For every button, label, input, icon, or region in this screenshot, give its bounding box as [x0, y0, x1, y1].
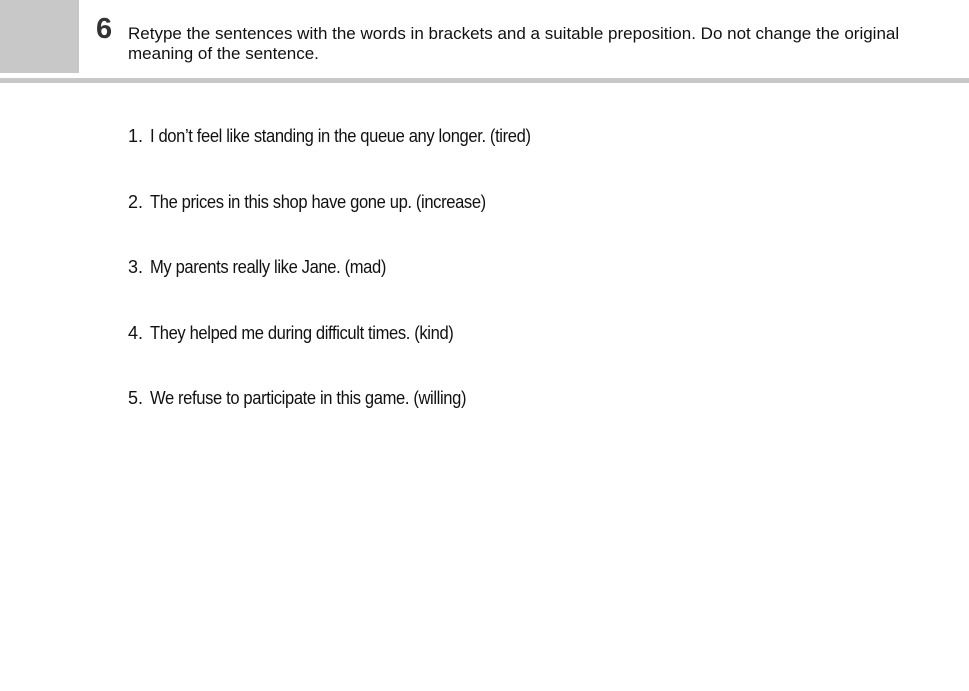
item-text: I don’t feel like standing in the queue any longer. (tired) [150, 126, 531, 146]
item-number: 3. [128, 257, 144, 277]
item-text: My parents really like Jane. (mad) [150, 257, 386, 277]
header-divider [0, 78, 969, 83]
item-text: They helped me during difficult times. (kind) [150, 322, 454, 343]
item-number: 4. [128, 322, 144, 343]
exercise-instruction: Retype the sentences with the words in brackets and a suitable preposition. Do not change the original meaning of the sentence. [128, 24, 900, 63]
item-text: We refuse to participate in this game. (willing) [150, 388, 467, 408]
sentence-list [128, 124, 564, 452]
item-number: 1. [128, 126, 144, 146]
item-text: The prices in this shop have gone up. (increase) [150, 191, 486, 212]
item-number: 5. [128, 388, 144, 408]
header-accent-block [0, 0, 79, 73]
list-item [128, 321, 564, 387]
list-item [128, 255, 564, 321]
list-item [128, 124, 564, 190]
list-item [128, 190, 564, 256]
exercise-number: 6 [96, 13, 113, 45]
list-item [128, 386, 564, 452]
item-number: 2. [128, 191, 144, 212]
